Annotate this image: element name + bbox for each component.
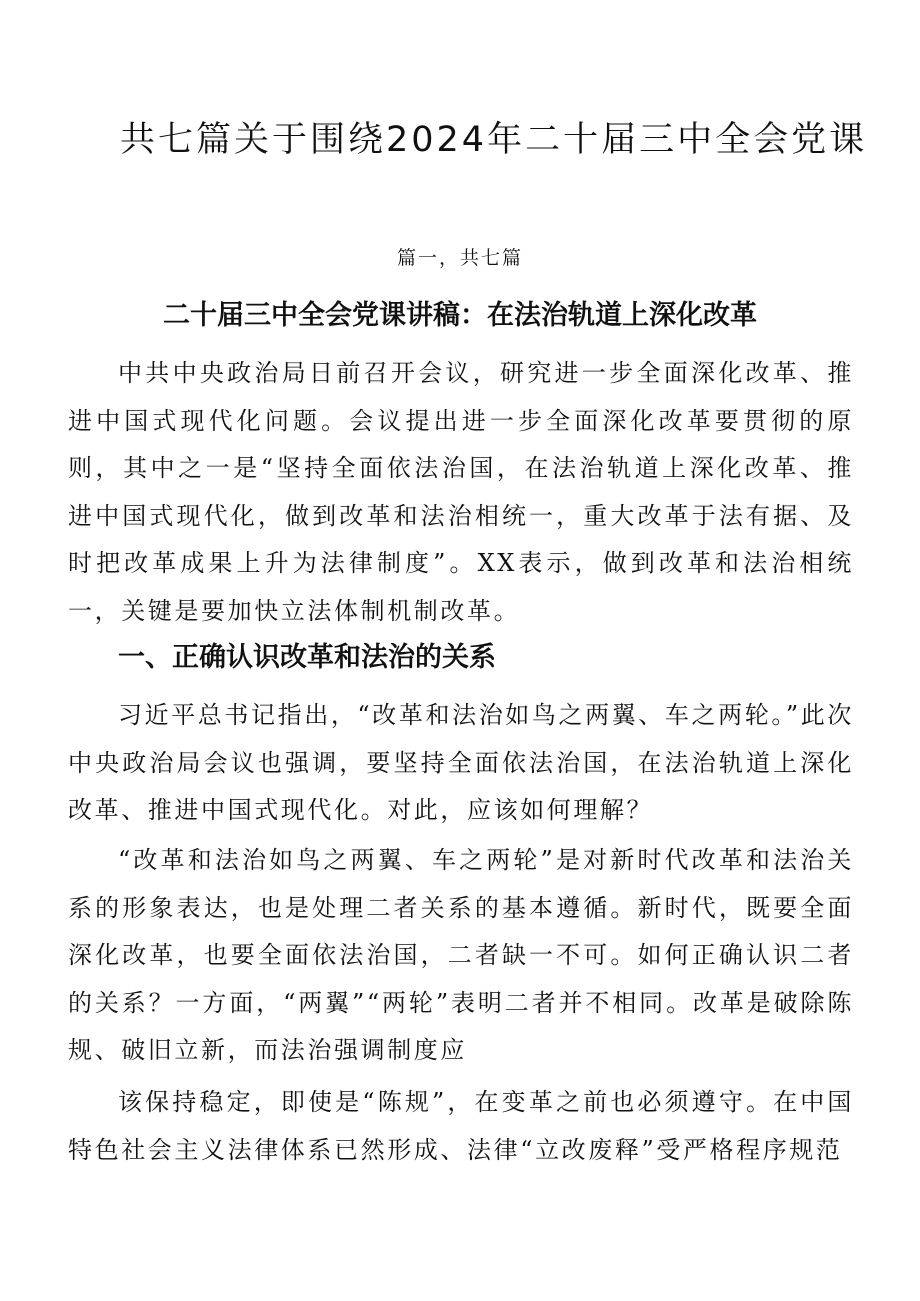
section-heading: 一、正确认识改革和法治的关系	[118, 642, 496, 673]
document-title: 共七篇关于围绕2024年二十届三中全会党课	[120, 120, 868, 160]
section-label: 篇一，共七篇	[396, 247, 523, 269]
paragraph-analysis: “改革和法治如鸟之两翼、车之两轮”是对新时代改革和法治关系的形象表达，也是处理二者关系的基本遵循。新时代，既要全面深化改革，也要全面依法治国，二者缺一不可。如何正确认识二者的关系？一方面，“两翼”“两轮”表明二者并不相同。改革是破除陈规、破旧立新，而法治强调制度应	[68, 846, 854, 1064]
article-subtitle: 二十届三中全会党课讲稿：在法治轨道上深化改革	[163, 300, 757, 331]
paragraph-intro: 中共中央政治局日前召开会议，研究进一步全面深化改革、推进中国式现代化问题。会议提出进一步全面深化改革要贯彻的原则，其中之一是“坚持全面依法治国，在法治轨道上深化改革、推进中国式现代化，做到改革和法治相统一，重大改革于法有据、及时把改革成果上升为法律制度”。XX表示，做到改革和法治相统一，关键是要加快立法体制机制改革。	[68, 359, 854, 625]
paragraph-continuation: 该保持稳定，即使是“陈规”，在变革之前也必须遵守。在中国特色社会主义法律体系已然形成、法律“立改废释”受严格程序规范	[68, 1088, 854, 1164]
paragraph-quote: 习近平总书记指出，“改革和法治如鸟之两翼、车之两轮。”此次中央政治局会议也强调，要坚持全面依法治国，在法治轨道上深化改革、推进中国式现代化。对此，应该如何理解？	[68, 701, 854, 824]
